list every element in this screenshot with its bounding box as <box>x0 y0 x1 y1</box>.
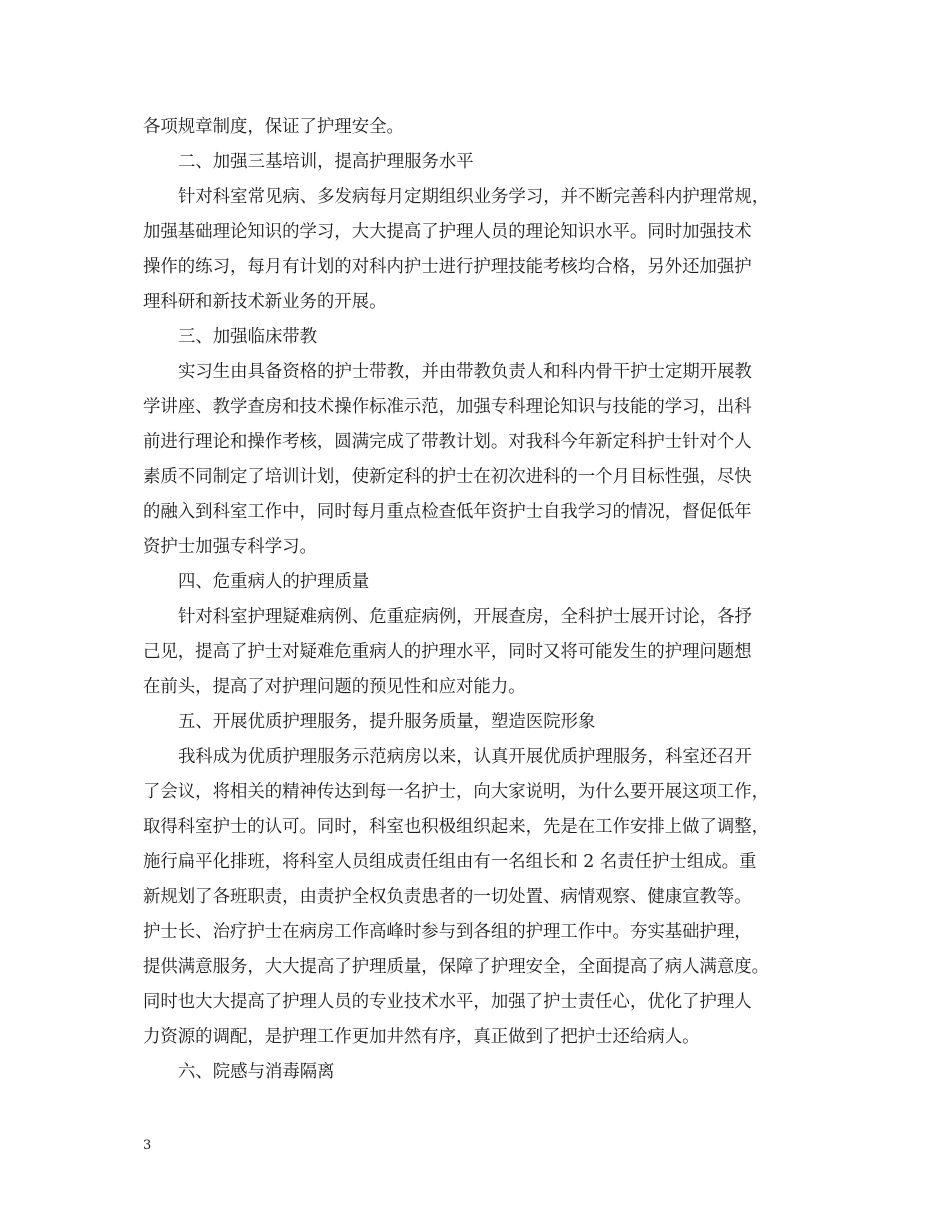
paragraph-line: 在前头，提高了对护理问题的预见性和应对能力。 <box>143 677 526 697</box>
paragraph-line: 施行扁平化排班，将科室人员组成责任组由有一名组长和 2 名责任护士组成。重 <box>143 852 757 872</box>
paragraph-continuation: 各项规章制度，保证了护理安全。 <box>143 117 404 137</box>
paragraph-line: 加强基础理论知识的学习，大大提高了护理人员的理论知识水平。同时加强技术 <box>143 222 752 242</box>
paragraph-line: 素质不同制定了培训计划，使新定科的护士在初次进科的一个月目标性强，尽快 <box>143 467 752 487</box>
paragraph-line: 取得科室护士的认可。同时，科室也积极组织起来，先是在工作安排上做了调整， <box>143 817 770 837</box>
paragraph-line: 提供满意服务，大大提高了护理质量，保障了护理安全，全面提高了病人满意度。 <box>143 957 770 977</box>
paragraph-line: 的融入到科室工作中，同时每月重点检查低年资护士自我学习的情况，督促低年 <box>143 502 752 522</box>
paragraph-line: 新规划了各班职责，由责护全权负责患者的一切处置、病情观察、健康宣教等。 <box>143 887 752 907</box>
paragraph-line: 针对科室常见病、多发病每月定期组织业务学习，并不断完善科内护理常规， <box>178 187 770 207</box>
paragraph-line: 同时也大大提高了护理人员的专业技术水平，加强了护士责任心，优化了护理人 <box>143 992 752 1012</box>
page-number: 3 <box>143 1138 152 1153</box>
paragraph-line: 力资源的调配，是护理工作更加井然有序，真正做到了把护士还给病人。 <box>143 1027 700 1047</box>
paragraph-line: 了会议，将相关的精神传达到每一名护士，向大家说明，为什么要开展这项工作， <box>143 782 770 802</box>
paragraph-line: 操作的练习，每月有计划的对科内护士进行护理技能考核均合格，另外还加强护 <box>143 257 752 277</box>
paragraph-line: 我科成为优质护理服务示范病房以来，认真开展优质护理服务，科室还召开 <box>178 747 752 767</box>
paragraph-line: 学讲座、教学查房和技术操作标准示范，加强专科理论知识与技能的学习，出科 <box>143 397 752 417</box>
section-heading-5: 五、开展优质护理服务，提升服务质量，塑造医院形象 <box>178 712 596 732</box>
section-heading-2: 二、加强三基培训，提高护理服务水平 <box>178 152 474 172</box>
document-body <box>143 110 823 1090</box>
paragraph-line: 护士长、治疗护士在病房工作高峰时参与到各组的护理工作中。夯实基础护理， <box>143 922 752 942</box>
section-heading-4: 四、危重病人的护理质量 <box>178 572 370 592</box>
paragraph-line: 前进行理论和操作考核，圆满完成了带教计划。对我科今年新定科护士针对个人 <box>143 432 752 452</box>
paragraph-line: 实习生由具备资格的护士带教，并由带教负责人和科内骨干护士定期开展教 <box>178 362 752 382</box>
paragraph-line: 针对科室护理疑难病例、危重症病例，开展查房，全科护士展开讨论，各抒 <box>178 607 752 627</box>
section-heading-3: 三、加强临床带教 <box>178 327 318 347</box>
paragraph-line: 理科研和新技术新业务的开展。 <box>143 292 387 312</box>
section-heading-6: 六、院感与消毒隔离 <box>178 1062 335 1082</box>
paragraph-line: 己见，提高了护士对疑难危重病人的护理水平，同时又将可能发生的护理问题想 <box>143 642 752 662</box>
paragraph-line: 资护士加强专科学习。 <box>143 537 317 557</box>
